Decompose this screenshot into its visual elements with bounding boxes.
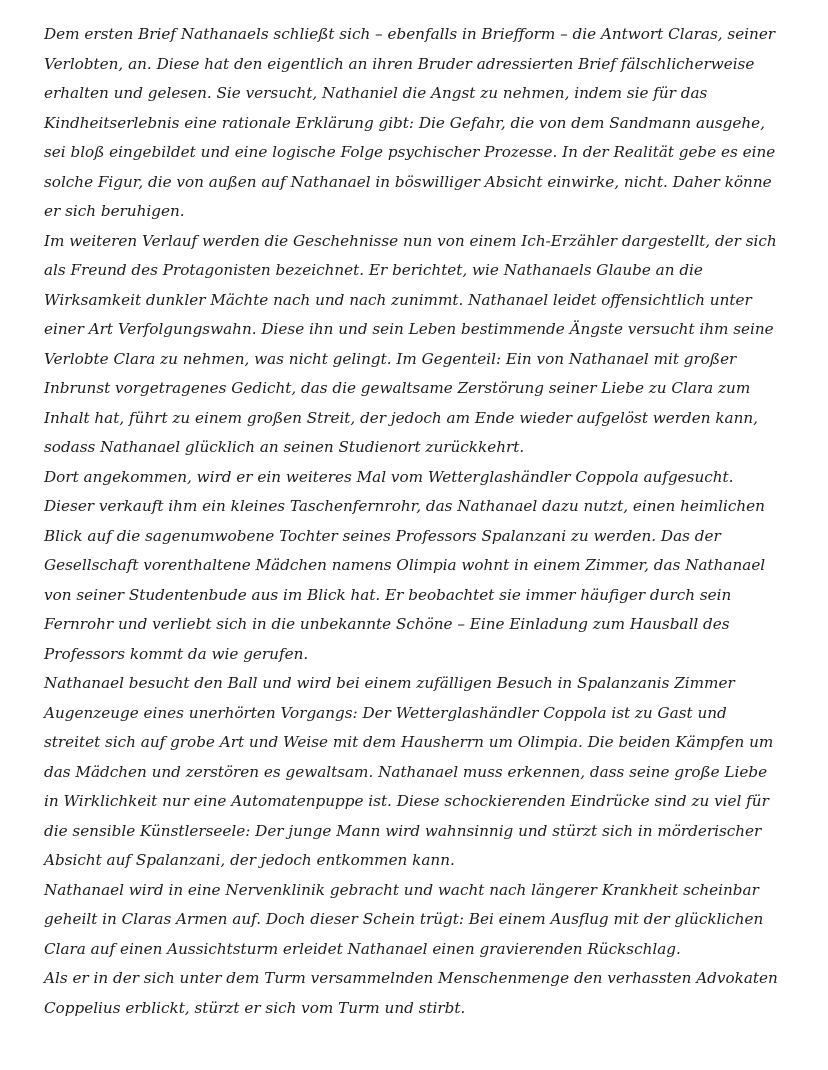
paragraph-coppola-telescope: Dort angekommen, wird er ein weiteres Mal vom Wetterglashändler Coppola aufgesucht. Dieser verkauft ihm ein kleines Taschenfernrohr, das Nathanael dazu nutzt, einen heimlichen Blick auf die sagenumwobene Tochter seines Professors Spalanzani zu werden. Das der Gesellschaft vorenthaltene Mädchen namens Olimpia wohnt in einem Zimmer, das Nathanael von seiner Studentenbude aus im Blick hat. Er beobachtet sie immer häufiger durch sein Fernrohr und verliebt sich in die unbekannte Schöne – Eine Einladung zum Hausball des Professors kommt da wie gerufen. [44, 467, 766, 663]
paragraph-ball-olimpia: Nathanael besucht den Ball und wird bei einem zufälligen Besuch in Spalanzanis Zimmer Augenzeuge eines unerhörten Vorgangs: Der Wetterglashändler Coppola ist zu Gast und streitet sich auf grobe Art und Weise mit dem Hausherrn um Olimpia. Die beiden Kämpfen um das Mädchen und zerstören es gewaltsam. Nathanael muss erkennen, dass seine große Liebe in Wirklichkeit nur eine Automatenpuppe ist. Diese schockierenden Eindrücke sind zu viel für die sensible Künstlerseele: Der junge Mann wird wahnsinnig und stürzt sich in mörderischer Absicht auf Spalanzani, der jedoch entkommen kann. [44, 674, 774, 869]
paragraph-clara-letter: Dem ersten Brief Nathanaels schließt sich – ebenfalls in Briefform – die Antwort Claras, seiner Verlobten, an. Diese hat den eigentlich an ihren Bruder adressierten Brief fälschlicherweise erhalten und gelesen. Sie versucht, Nathaniel die Angst zu nehmen, indem sie für das Kindheitserlebnis eine rationale Erklärung gibt: Die Gefahr, die von dem Sandmann ausgehe, sei bloß eingebildet und eine logische Folge psychischer Prozesse. In der Realität gebe es eine solche Figur, die von außen auf Nathanael in böswilliger Absicht einwirke, nicht. Daher könne er sich beruhigen. [44, 25, 776, 220]
paragraph-narrator: Im weiteren Verlauf werden die Geschehnisse nun von einem Ich-Erzähler dargestellt, der sich als Freund des Protagonisten bezeichnet. Er berichtet, wie Nathanaels Glaube an die Wirksamkeit dunkler Mächte nach und nach zunimmt. Nathanael leidet offensichtlich unter einer Art Verfolgungswahn. Diese ihn und sein Leben bestimmende Ängste versucht ihm seine Verlobte Clara zu nehmen, was nicht gelingt. Im Gegenteil: Ein von Nathanael mit großer Inbrunst vorgetragenes Gedicht, das die gewaltsame Zerstörung seiner Liebe zu Clara zum Inhalt hat, führt zu einem großen Streit, der jedoch am Ende wieder aufgelöst werden kann, sodass Nathanael glücklich an seinen Studienort zurückkehrt. [44, 231, 777, 456]
paragraph-clinic-tower: Nathanael wird in eine Nervenklinik gebracht und wacht nach längerer Krankheit scheinbar geheilt in Claras Armen auf. Doch dieser Schein trügt: Bei einem Ausflug mit der glücklichen Clara auf einen Aussichtsturm erleidet Nathanael einen gravierenden Rückschlag. [44, 880, 764, 958]
paragraph-death: Als er in der sich unter dem Turm versammelnden Menschenmenge den verhassten Advokaten Coppelius erblickt, stürzt er sich vom Turm und stirbt. [44, 969, 778, 1017]
document-body [44, 20, 784, 1023]
